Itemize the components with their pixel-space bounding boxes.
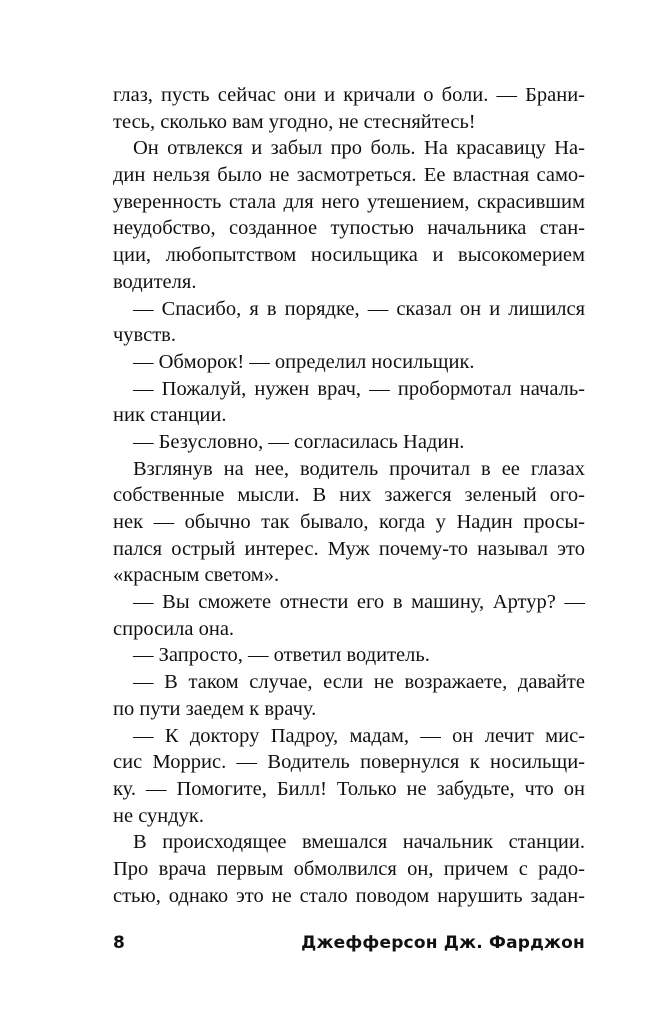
text-line: — Обморок! — определил носильщик. (133, 350, 475, 373)
text-line: сис Моррис. — Водитель повернулся к носильщи- (113, 751, 585, 774)
text-line: Про врача первым обмолвился он, причем с радо- (113, 857, 585, 880)
page-footer (113, 930, 585, 956)
text-line: — Безусловно, — согласилась Надин. (133, 430, 465, 453)
text-line: — Пожалуй, нужен врач, — пробормотал началь- (133, 377, 585, 400)
text-line: ции, любопытством носильщика и высокомерием (113, 244, 585, 267)
text-line: по пути заедем к врачу. (113, 697, 317, 720)
text-line: Взглянув на нее, водитель прочитал в ее глазах (133, 457, 585, 480)
text-line: стью, однако это не стало поводом нарушить задан- (113, 884, 585, 907)
text-line: нек — обычно так бывало, когда у Надин просы- (113, 511, 585, 533)
page-body (113, 82, 585, 909)
page-number: 8 (113, 933, 126, 953)
text-line: пался острый интерес. Муж почему-то называл это (113, 537, 585, 560)
text-line: «красным светом». (113, 564, 280, 587)
text-line: не сундук. (113, 804, 205, 827)
text-line: глаз, пусть сейчас они и кричали о боли. — Брани- (113, 84, 585, 106)
text-line: чувств. (113, 324, 176, 347)
text-line: ку. — Помогите, Билл! Только не забудьте, что он (113, 777, 585, 800)
text-line: — Вы сможете отнести его в машину, Артур? — (133, 591, 585, 614)
text-line: неудобство, созданное тупостью начальника стан- (113, 217, 585, 240)
text-line: дин нельзя было не засмотреться. Ее властная само- (113, 164, 585, 187)
text-line: спросила она. (113, 617, 235, 640)
text-line: Он отвлекся и забыл про боль. На красавицу На- (133, 137, 585, 160)
text-line: собственные мысли. В них зажегся зеленый ого- (113, 484, 585, 507)
text-line: водителя. (113, 270, 197, 293)
text-line: — Спасибо, я в порядке, — сказал он и лишился (133, 297, 585, 320)
running-author: Джефферсон Дж. Фарджон (301, 933, 585, 953)
text-line: — Запросто, — ответил водитель. (133, 644, 430, 667)
text-line: В происходящее вмешался начальник станции. (133, 831, 585, 854)
text-line: — В таком случае, если не возражаете, давайте (133, 671, 585, 694)
text-line: ник станции. (113, 404, 227, 427)
text-line: — К доктору Падроу, мадам, — он лечит мис- (133, 724, 585, 747)
text-line: тесь, сколько вам угодно, не стесняйтесь! (113, 110, 476, 133)
text-line: уверенность стала для него утешением, скрасившим (113, 190, 585, 213)
